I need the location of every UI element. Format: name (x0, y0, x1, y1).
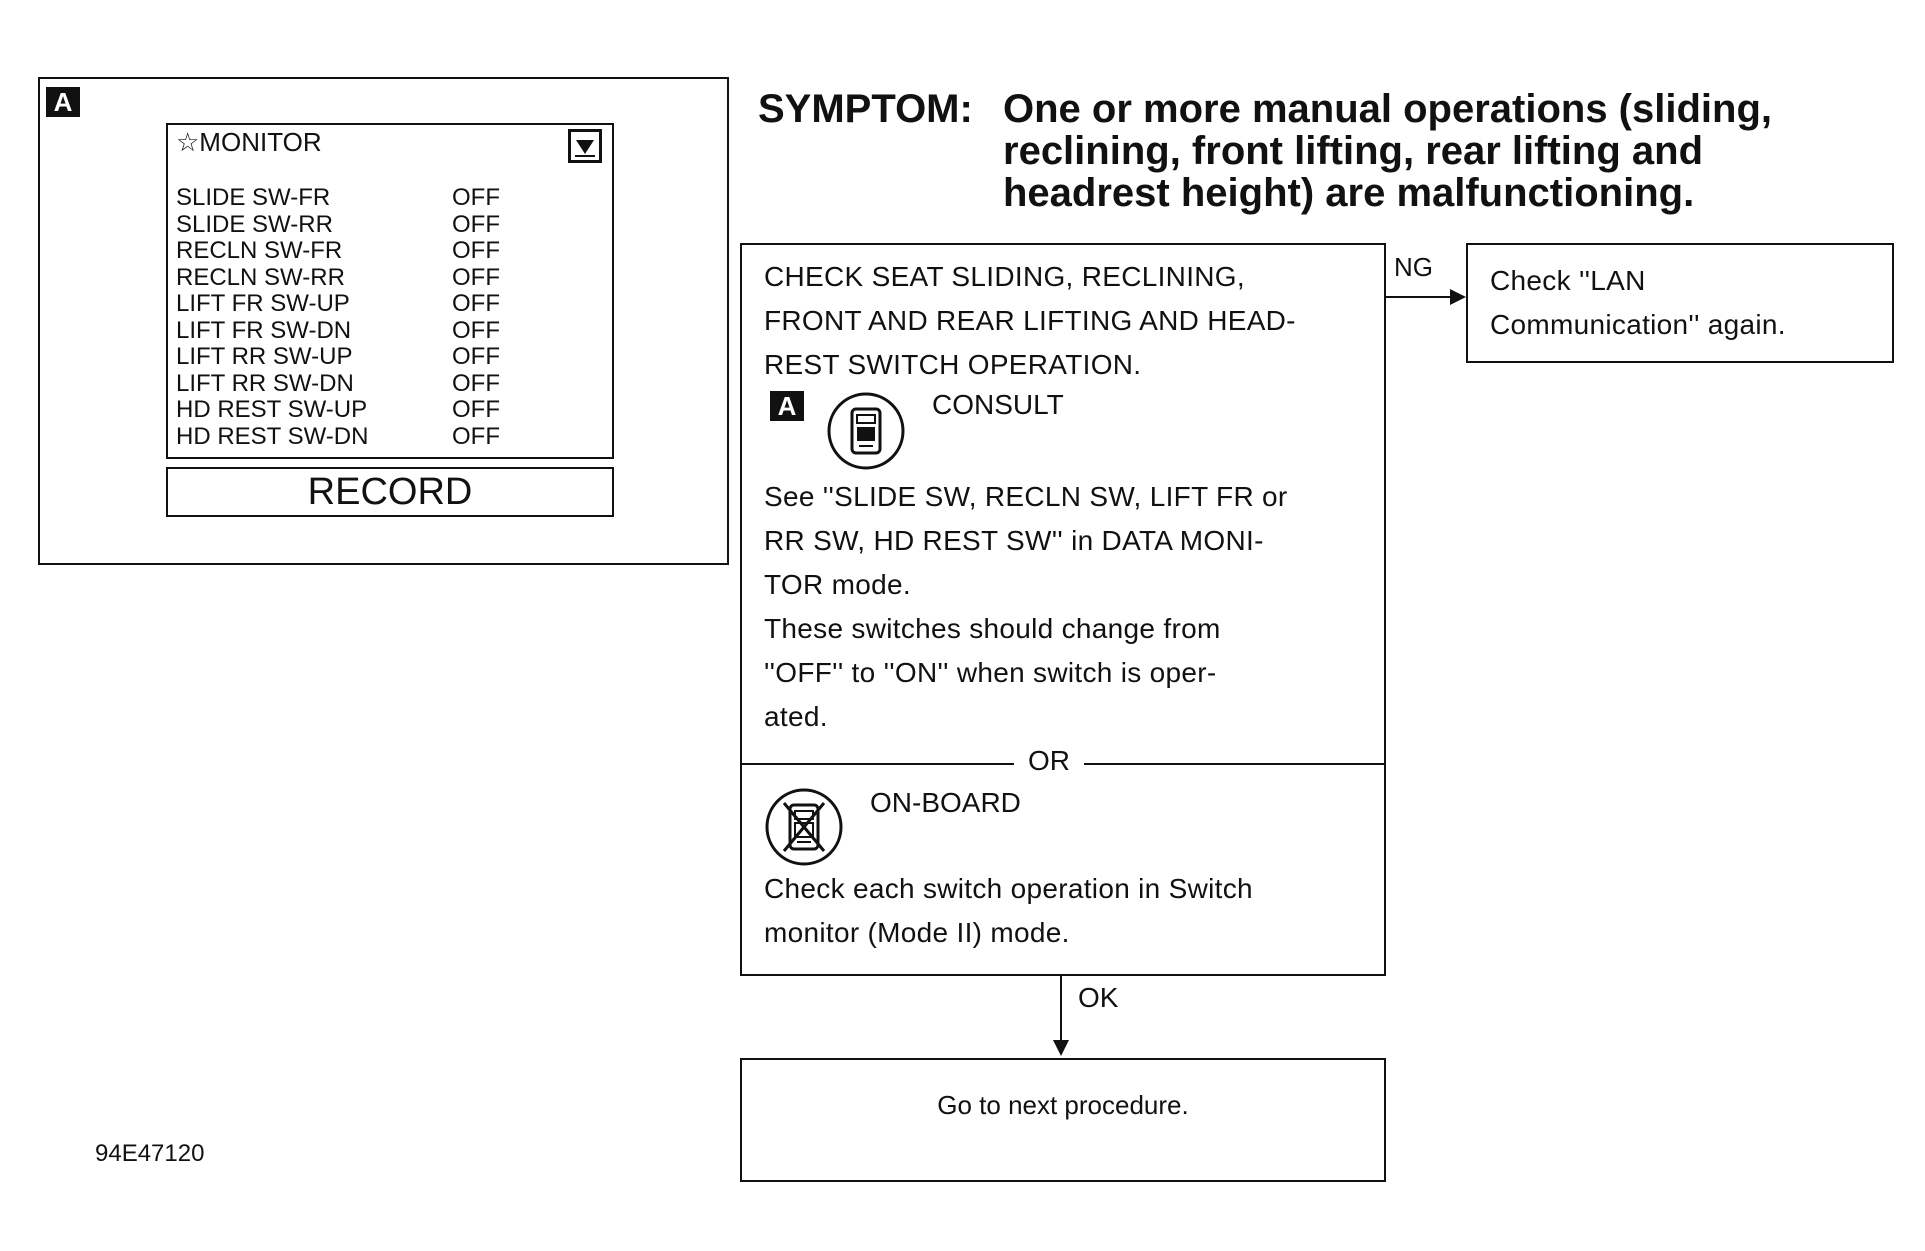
next-procedure-text: Go to next procedure. (937, 1090, 1189, 1120)
monitor-row-value: OFF (452, 184, 500, 211)
monitor-row (176, 371, 500, 398)
monitor-row-name: LIFT RR SW-DN (176, 369, 354, 397)
check-box (740, 243, 1386, 976)
figure-id: 94E47120 (95, 1140, 205, 1167)
ng-arrow-icon (1450, 289, 1466, 305)
symptom-label: SYMPTOM: (758, 87, 973, 131)
body-line-3: TOR mode. (764, 569, 911, 600)
body-line-2: RR SW, HD REST SW'' in DATA MONI- (764, 525, 1264, 556)
monitor-row-value: OFF (452, 237, 500, 264)
monitor-row-value: OFF (452, 396, 500, 423)
ng-box (1466, 243, 1894, 363)
symptom-line-3: headrest height) are malfunctioning. (1003, 171, 1695, 215)
monitor-row (176, 397, 500, 424)
monitor-row-value: OFF (452, 290, 500, 317)
monitor-row-name: HD REST SW-UP (176, 396, 368, 423)
ng-box-line-2: Communication'' again. (1490, 309, 1786, 340)
record-label: RECORD (307, 470, 473, 513)
monitor-row (176, 318, 500, 345)
monitor-row (176, 238, 500, 265)
scroll-down-icon[interactable] (568, 129, 602, 163)
monitor-row-name: LIFT RR SW-UP (176, 343, 353, 370)
monitor-list (176, 185, 500, 450)
onboard-icon (764, 787, 844, 872)
panel-label: A (46, 87, 80, 117)
body-line-4: These switches should change from (764, 613, 1221, 644)
monitor-row (176, 291, 500, 318)
consult-tool-icon (826, 391, 906, 476)
heading-line-2: FRONT AND REAR LIFTING AND HEAD- (764, 305, 1296, 336)
monitor-screen (166, 123, 614, 459)
record-button[interactable] (166, 467, 614, 517)
monitor-row (176, 424, 500, 451)
next-procedure-box (740, 1058, 1386, 1182)
monitor-row-name: LIFT FR SW-DN (176, 316, 352, 344)
ng-label: NG (1394, 252, 1433, 282)
monitor-row-value: OFF (452, 316, 500, 344)
symptom-text (1003, 88, 1772, 214)
monitor-row (176, 185, 500, 212)
symptom-line-1: One or more manual operations (sliding, (1003, 87, 1773, 131)
monitor-row-value: OFF (452, 343, 500, 370)
heading-line-1: CHECK SEAT SLIDING, RECLINING, (764, 261, 1245, 292)
check-heading (764, 255, 1296, 387)
symptom-line-2: reclining, front lifting, rear lifting and (1003, 129, 1703, 173)
monitor-row-name: RECLN SW-RR (176, 263, 345, 291)
monitor-row-name: RECLN SW-FR (176, 237, 343, 264)
onboard-body (764, 867, 1253, 955)
monitor-row-value: OFF (452, 369, 500, 397)
monitor-row-value: OFF (452, 422, 500, 450)
body-line-5: ''OFF'' to ''ON'' when switch is oper- (764, 657, 1217, 688)
monitor-title: ☆MONITOR (176, 127, 322, 157)
consult-body (764, 475, 1288, 739)
monitor-row-name: SLIDE SW-RR (176, 210, 333, 238)
monitor-row-value: OFF (452, 210, 500, 238)
onboard-line-1: Check each switch operation in Switch (764, 873, 1253, 904)
ok-label: OK (1078, 982, 1119, 1013)
or-label: OR (1014, 745, 1084, 777)
body-line-1: See ''SLIDE SW, RECLN SW, LIFT FR or (764, 481, 1288, 512)
monitor-row-name: LIFT FR SW-UP (176, 290, 350, 317)
consult-label: CONSULT (932, 389, 1064, 420)
ng-box-text (1490, 259, 1786, 347)
monitor-panel (38, 77, 729, 565)
monitor-row-name: HD REST SW-DN (176, 422, 369, 450)
monitor-row-name: SLIDE SW-FR (176, 184, 331, 211)
monitor-row-value: OFF (452, 263, 500, 291)
onboard-label: ON-BOARD (870, 787, 1021, 818)
onboard-line-2: monitor (Mode II) mode. (764, 917, 1070, 948)
monitor-row (176, 265, 500, 292)
consult-tag: A (770, 391, 804, 421)
ng-connector (1386, 296, 1460, 298)
heading-line-3: REST SWITCH OPERATION. (764, 349, 1142, 380)
monitor-row (176, 212, 500, 239)
ng-box-line-1: Check ''LAN (1490, 265, 1646, 296)
monitor-row (176, 344, 500, 371)
body-line-6: ated. (764, 701, 828, 732)
ok-arrow-icon (1053, 1040, 1069, 1056)
